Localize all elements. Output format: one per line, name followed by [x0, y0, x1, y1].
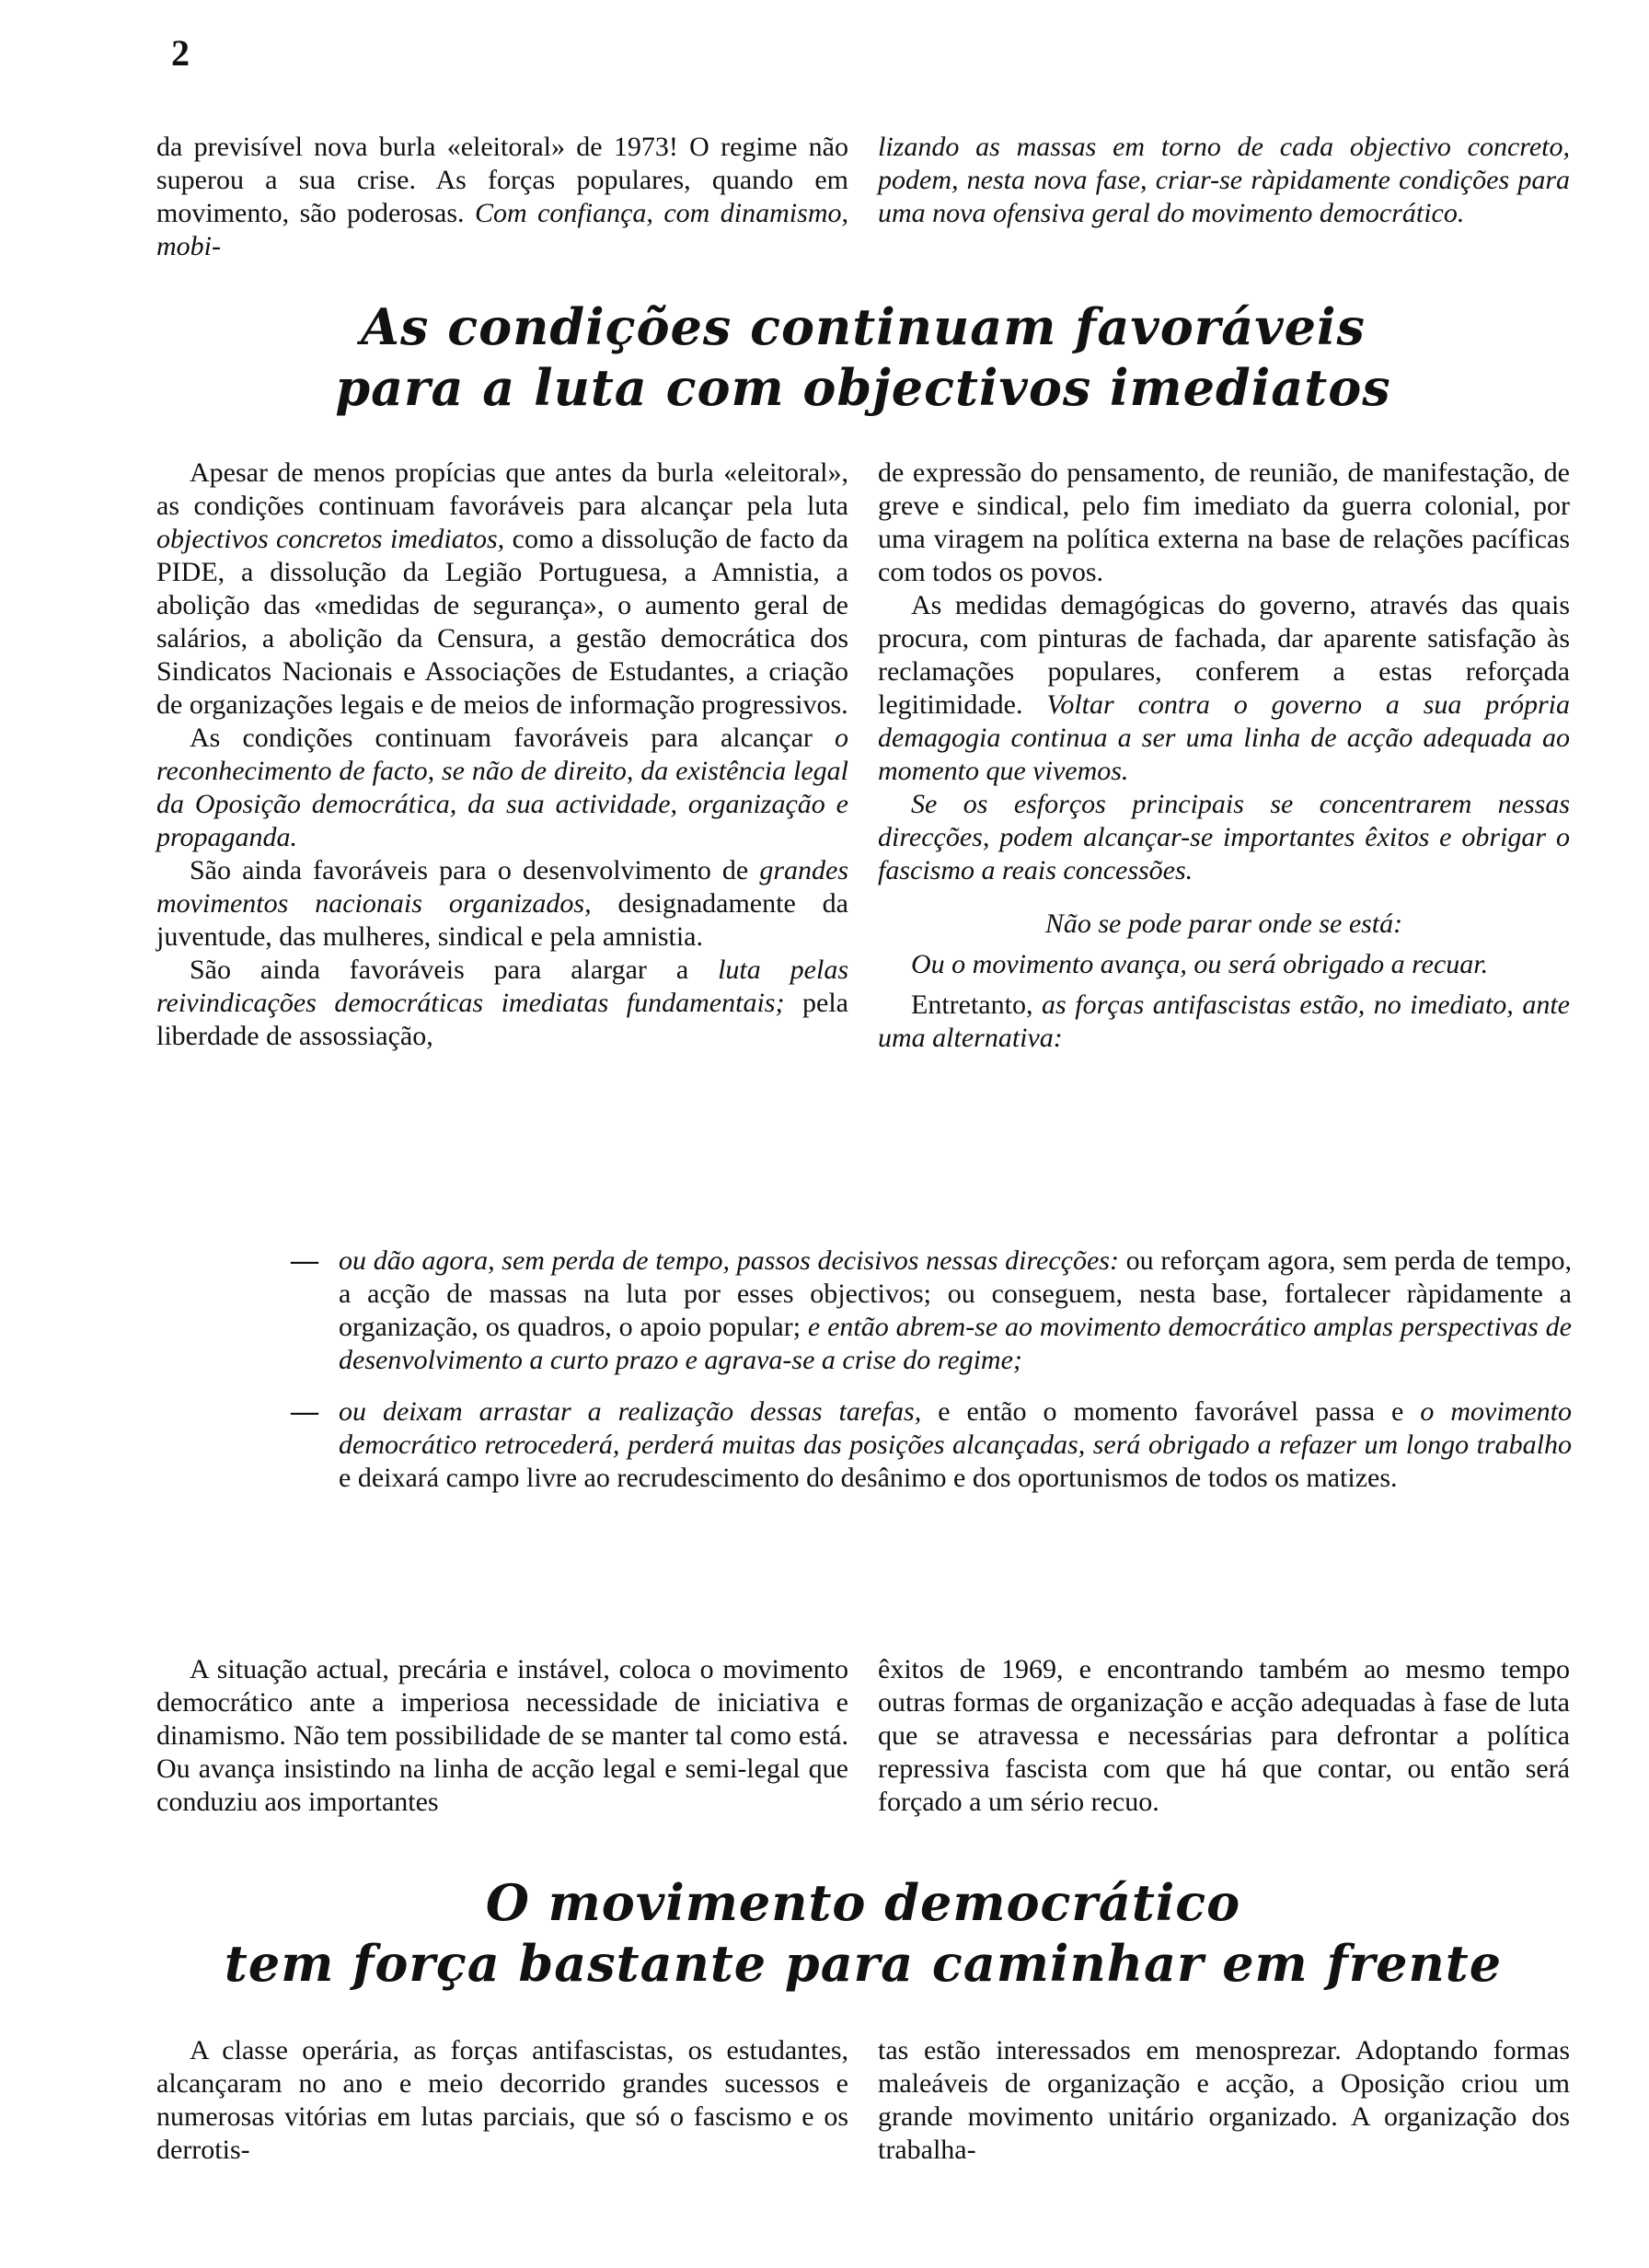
alt1-text-1: ou dão agora, sem perda de tempo, passos decisivos nessas direcções:: [339, 1245, 1119, 1276]
s1-p4-text-2: luta pelas reivindicações democráticas imediatas fundamentais;: [156, 955, 848, 1018]
page-number: 2: [171, 32, 190, 74]
s1-p4-text-1: São ainda favoráveis para alargar a: [190, 955, 719, 985]
section-2-left-column: [156, 1653, 848, 1819]
s3-right-paragraph: tas estão interessados em menosprezar. Adoptando formas maleáveis de organização e acção, a Oposição criou um grande movimento unitário organizado. A organização dos trabalha-: [878, 2035, 1570, 2165]
headline-1-line-1: As condições continuam favoráveis: [361, 297, 1366, 356]
s1-paragraph-2: [156, 722, 848, 854]
s1-p3-text-1: São ainda favoráveis para o desenvolvimento de: [190, 855, 760, 885]
intro-left-column: [156, 131, 848, 263]
s1-p3-text-2: grandes movimentos nacionais organizados,: [156, 855, 848, 919]
section-1: [156, 457, 1570, 1055]
alternatives-section: [291, 1244, 1572, 1495]
alt2-text-2: e então o momento favorável passa e: [921, 1396, 1421, 1427]
intro-left-text-2: O regime não superou a sua crise. As forças populares, quando em movimento, são poderosas.: [156, 132, 849, 228]
intro-right-text: lizando as massas em torno de cada objectivo concreto, podem, nesta nova fase, criar-se ràpidamente condições para uma nova ofensiva geral do movimento democrático.: [878, 132, 1570, 228]
alternative-dash-2: —: [291, 1396, 318, 1427]
s1-paragraph-4: [156, 954, 848, 1053]
s1-paragraph-3: [156, 854, 848, 954]
headline-2-line-1: O movimento democrático: [485, 1873, 1241, 1932]
alt2-text-4: e deixará campo livre ao recrudescimento do desânimo e dos oportunismos de todos os matizes.: [339, 1463, 1398, 1493]
section-1-left-column: [156, 457, 848, 1055]
s1-r4-text: Não se pode parar onde se está:: [1044, 908, 1403, 939]
alt1-text-3: e então abrem-se ao movimento democrático amplas perspectivas de desenvolvimento a curto prazo e agrava-se a crise do regime;: [339, 1312, 1572, 1375]
s1-r6-text-2: as forças antifascistas estão, no imediato, ante uma alternativa:: [878, 989, 1571, 1053]
section-1-right-column: [878, 457, 1570, 1055]
headline-2-line-2: tem força bastante para caminhar em frente: [224, 1934, 1503, 1993]
s1-p1-text-1: Apesar de menos propícias que antes da burla «eleitoral», as condições continuam favoráveis para alcançar pela luta: [156, 457, 848, 521]
alternative-item-1: [291, 1244, 1572, 1377]
s1-r2-text-1: As medidas demagógicas do governo, através das quais procura, com pinturas de fachada, dar aparente satisfação às reclamações populares, conferem a estas reforçada legitimidade.: [878, 590, 1570, 720]
intro-left-paragraph: [156, 131, 848, 263]
s2-left-paragraph: A situação actual, precária e instável, coloca o movimento democrático ante a imperiosa necessidade de iniciativa e dinamismo. Não tem possibilidade de se manter tal como está. Ou avança insistindo na linha de acção legal e semi-legal que conduziu aos importantes: [156, 1654, 848, 1817]
alt2-text-3: o movimento democrático retrocederá, perderá muitas das posições alcançadas, será obrigado a refazer um longo trabalho: [339, 1396, 1572, 1460]
alternative-item-2: [291, 1395, 1572, 1495]
s1-right-paragraph-5: [878, 948, 1570, 981]
intro-left-text-1: da previsível nova burla «eleitoral» de 1973!: [156, 132, 678, 162]
s1-p3-text-3: designadamente da juventude, das mulheres, sindical e pela amnistia.: [156, 888, 849, 952]
s1-r3-text: Se os esforços principais se concentrarem nessas direcções, podem alcançar-se importantes êxitos e obrigar o fascismo a reais concessões.: [878, 789, 1570, 885]
s2-right-paragraph: êxitos de 1969, e encontrando também ao mesmo tempo outras formas de organização e acção adequadas à fase de luta que se atravessa e necessárias para defrontar a política repressiva fascista com que há que contar, ou então será forçado a um sério recuo.: [878, 1654, 1570, 1817]
intro-left-text-3: Com confiança, com dinamismo, mobi-: [156, 198, 848, 261]
headline-1-line-2: para a luta com objectivos imediatos: [335, 358, 1391, 417]
section-2-right-column: [878, 1653, 1570, 1819]
intro-section: [156, 131, 1570, 263]
s1-p1-text-3: como a dissolução de facto da PIDE, a dissolução da Legião Portuguesa, a Amnistia, a abolição das «medidas de segurança», o aumento geral de salários, a abolição da Censura, a gestão democrática dos Sindicatos Nacionais e Associações de Estudantes, a criação de organizações legais e de meios de informação progressivos.: [156, 524, 849, 720]
alt2-text-1: ou deixam arrastar a realização dessas tarefas,: [339, 1396, 922, 1427]
s1-right-paragraph-2: [878, 589, 1570, 788]
s1-p1-text-2: objectivos concretos imediatos,: [156, 524, 505, 554]
s1-r2-text-2: Voltar contra o governo a sua própria demagogia continua a ser uma linha de acção adequada ao momento que vivemos.: [878, 689, 1570, 786]
s1-p2-text-2: o reconhecimento de facto, se não de direito, da existência legal da Oposição democrática, da sua actividade, organização e propaganda.: [156, 723, 848, 852]
headline-1: [156, 296, 1570, 418]
s1-paragraph-1: [156, 457, 848, 722]
section-3: [156, 2034, 1570, 2167]
s1-right-paragraph-3: [878, 788, 1570, 887]
intro-right-paragraph: [878, 131, 1570, 230]
alternative-dash-1: —: [291, 1245, 318, 1276]
s1-right-paragraph-6: [878, 989, 1570, 1055]
section-3-left-column: [156, 2034, 848, 2167]
s3-left-paragraph: A classe operária, as forças antifascistas, os estudantes, alcançaram no ano e meio decorrido grandes sucessos e numerosas vitórias em lutas parciais, que só o fascismo e os derrotis-: [156, 2035, 848, 2165]
s1-r6-text-1: Entretanto,: [911, 989, 1043, 1020]
section-2: [156, 1653, 1570, 1819]
s1-p2-text-1: As condições continuam favoráveis para alcançar: [190, 723, 835, 753]
s1-p4-text-3: pela liberdade de assossiação,: [156, 988, 849, 1051]
s1-right-paragraph-4: [878, 908, 1570, 941]
intro-right-column: [878, 131, 1570, 263]
headline-2: [156, 1872, 1570, 1994]
alt1-text-2: ou reforçam agora, sem perda de tempo, a acção de massas na luta por esses objectivos; ou conseguem, nesta base, fortalecer ràpidamente a organização, os quadros, o apoio popular;: [339, 1245, 1572, 1342]
s1-right-paragraph-1: de expressão do pensamento, de reunião, de manifestação, de greve e sindical, pelo fim imediato da guerra colonial, por uma viragem na política externa na base de relações pacíficas com todos os povos.: [878, 457, 1570, 587]
s1-r5-text: Ou o movimento avança, ou será obrigado a recuar.: [911, 949, 1489, 979]
section-3-right-column: [878, 2034, 1570, 2167]
